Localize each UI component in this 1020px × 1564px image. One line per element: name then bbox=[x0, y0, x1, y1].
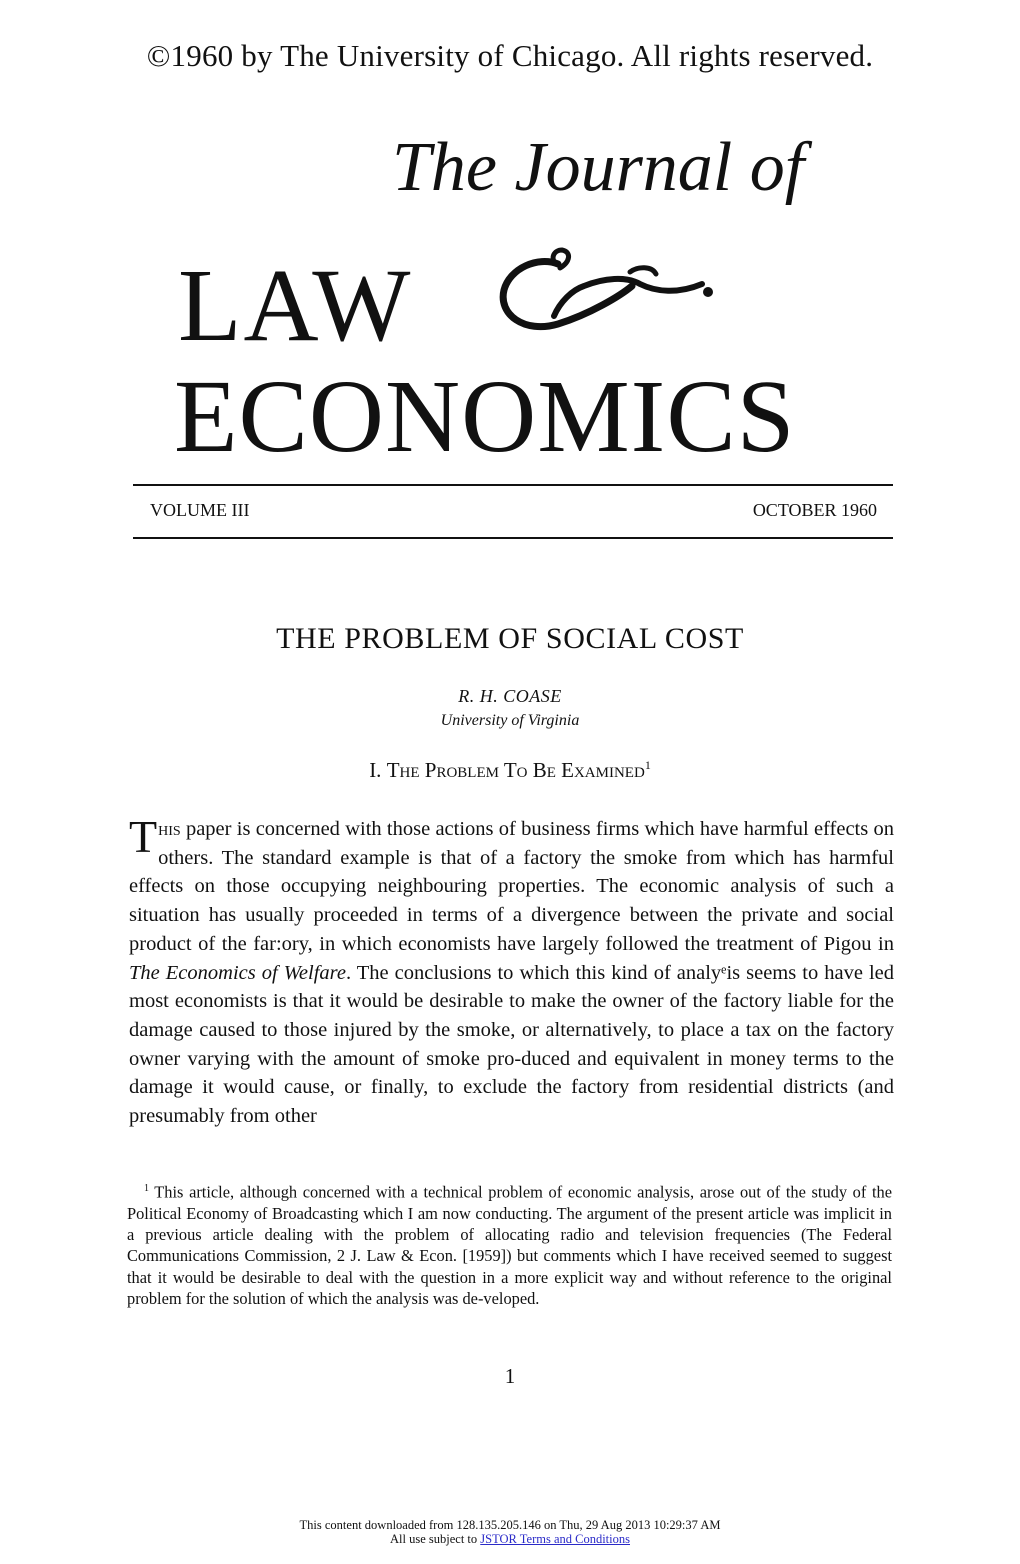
cited-book-title: The Economics of Welfare bbox=[129, 961, 346, 984]
body-text-part2: . The conclusions to which this kind of analyᵉis seems to have led most economists is that it would be desirable to make the owner of the factory liable for the damage caused to those injured by the smoke, or alternatively, to place a tax on the factory owner varying with the amount of smoke pro-duced and equivalent in money terms to the damage it would cause, or finally, to exclude the factory from residential districts (and presumably from other bbox=[129, 961, 894, 1128]
download-notice: This content downloaded from 128.135.205.146 on Thu, 29 Aug 2013 10:29:37 AM bbox=[299, 1518, 721, 1532]
author-affiliation: University of Virginia bbox=[440, 712, 580, 729]
section-number: I. bbox=[369, 758, 382, 782]
journal-masthead-economics: ECONOMICS bbox=[174, 359, 796, 474]
jstor-terms-link[interactable]: JSTOR Terms and Conditions bbox=[480, 1532, 630, 1546]
terms-notice bbox=[0, 1532, 1020, 1547]
footnote-text: This article, although concerned with a technical problem of economic analysis, arose out of the study of the Political Economy of Broadcasting which I am now conducting. The argument of the present article was implicit in a previous article dealing with the problem of allocating radio and television frequencies (The Federal Communications Commission, 2 J. Law & Econ. [1959]) but comments which I have received seemed to suggest that it would be desirable to deal with the question in a more explicit way and without reference to the original problem for the solution of which the analysis was de-veloped. bbox=[127, 1182, 892, 1308]
drop-cap: T bbox=[129, 811, 158, 862]
article-author: R. H. COASE bbox=[458, 686, 562, 706]
terms-prefix: All use subject to bbox=[390, 1532, 481, 1546]
footnote bbox=[127, 1178, 892, 1309]
section-title: The Problem To Be Examined bbox=[386, 758, 645, 782]
body-text-part1: paper is concerned with those actions of business firms which have harmful effects on others. The standard example is that of a factory the smoke from which has harmful effects on those occupying neighbouring properties. The economic analysis of such a situation has usually proceeded in terms of a divergence between the private and social product of the far:ory, in which economists have largely followed the treatment of Pigou in bbox=[129, 818, 894, 955]
ampersand-logo-icon bbox=[480, 246, 720, 351]
journal-masthead-line1: The Journal of bbox=[392, 129, 805, 206]
copyright-notice: ©1960 by The University of Chicago. All rights reserved. bbox=[146, 38, 874, 73]
article-title: THE PROBLEM OF SOCIAL COST bbox=[276, 622, 744, 655]
masthead-rule-bottom bbox=[133, 537, 893, 539]
body-paragraph bbox=[129, 811, 894, 1131]
page-number: 1 bbox=[504, 1364, 516, 1388]
journal-masthead-law: LAW bbox=[178, 248, 413, 363]
section-heading bbox=[0, 758, 1020, 783]
issue-date: OCTOBER 1960 bbox=[752, 500, 877, 520]
lead-word: his bbox=[158, 818, 181, 840]
footnote-marker: 1 bbox=[143, 1183, 149, 1194]
volume-label: VOLUME III bbox=[150, 500, 250, 520]
masthead-rule-top bbox=[133, 484, 893, 486]
footnote-reference: 1 bbox=[644, 758, 651, 772]
